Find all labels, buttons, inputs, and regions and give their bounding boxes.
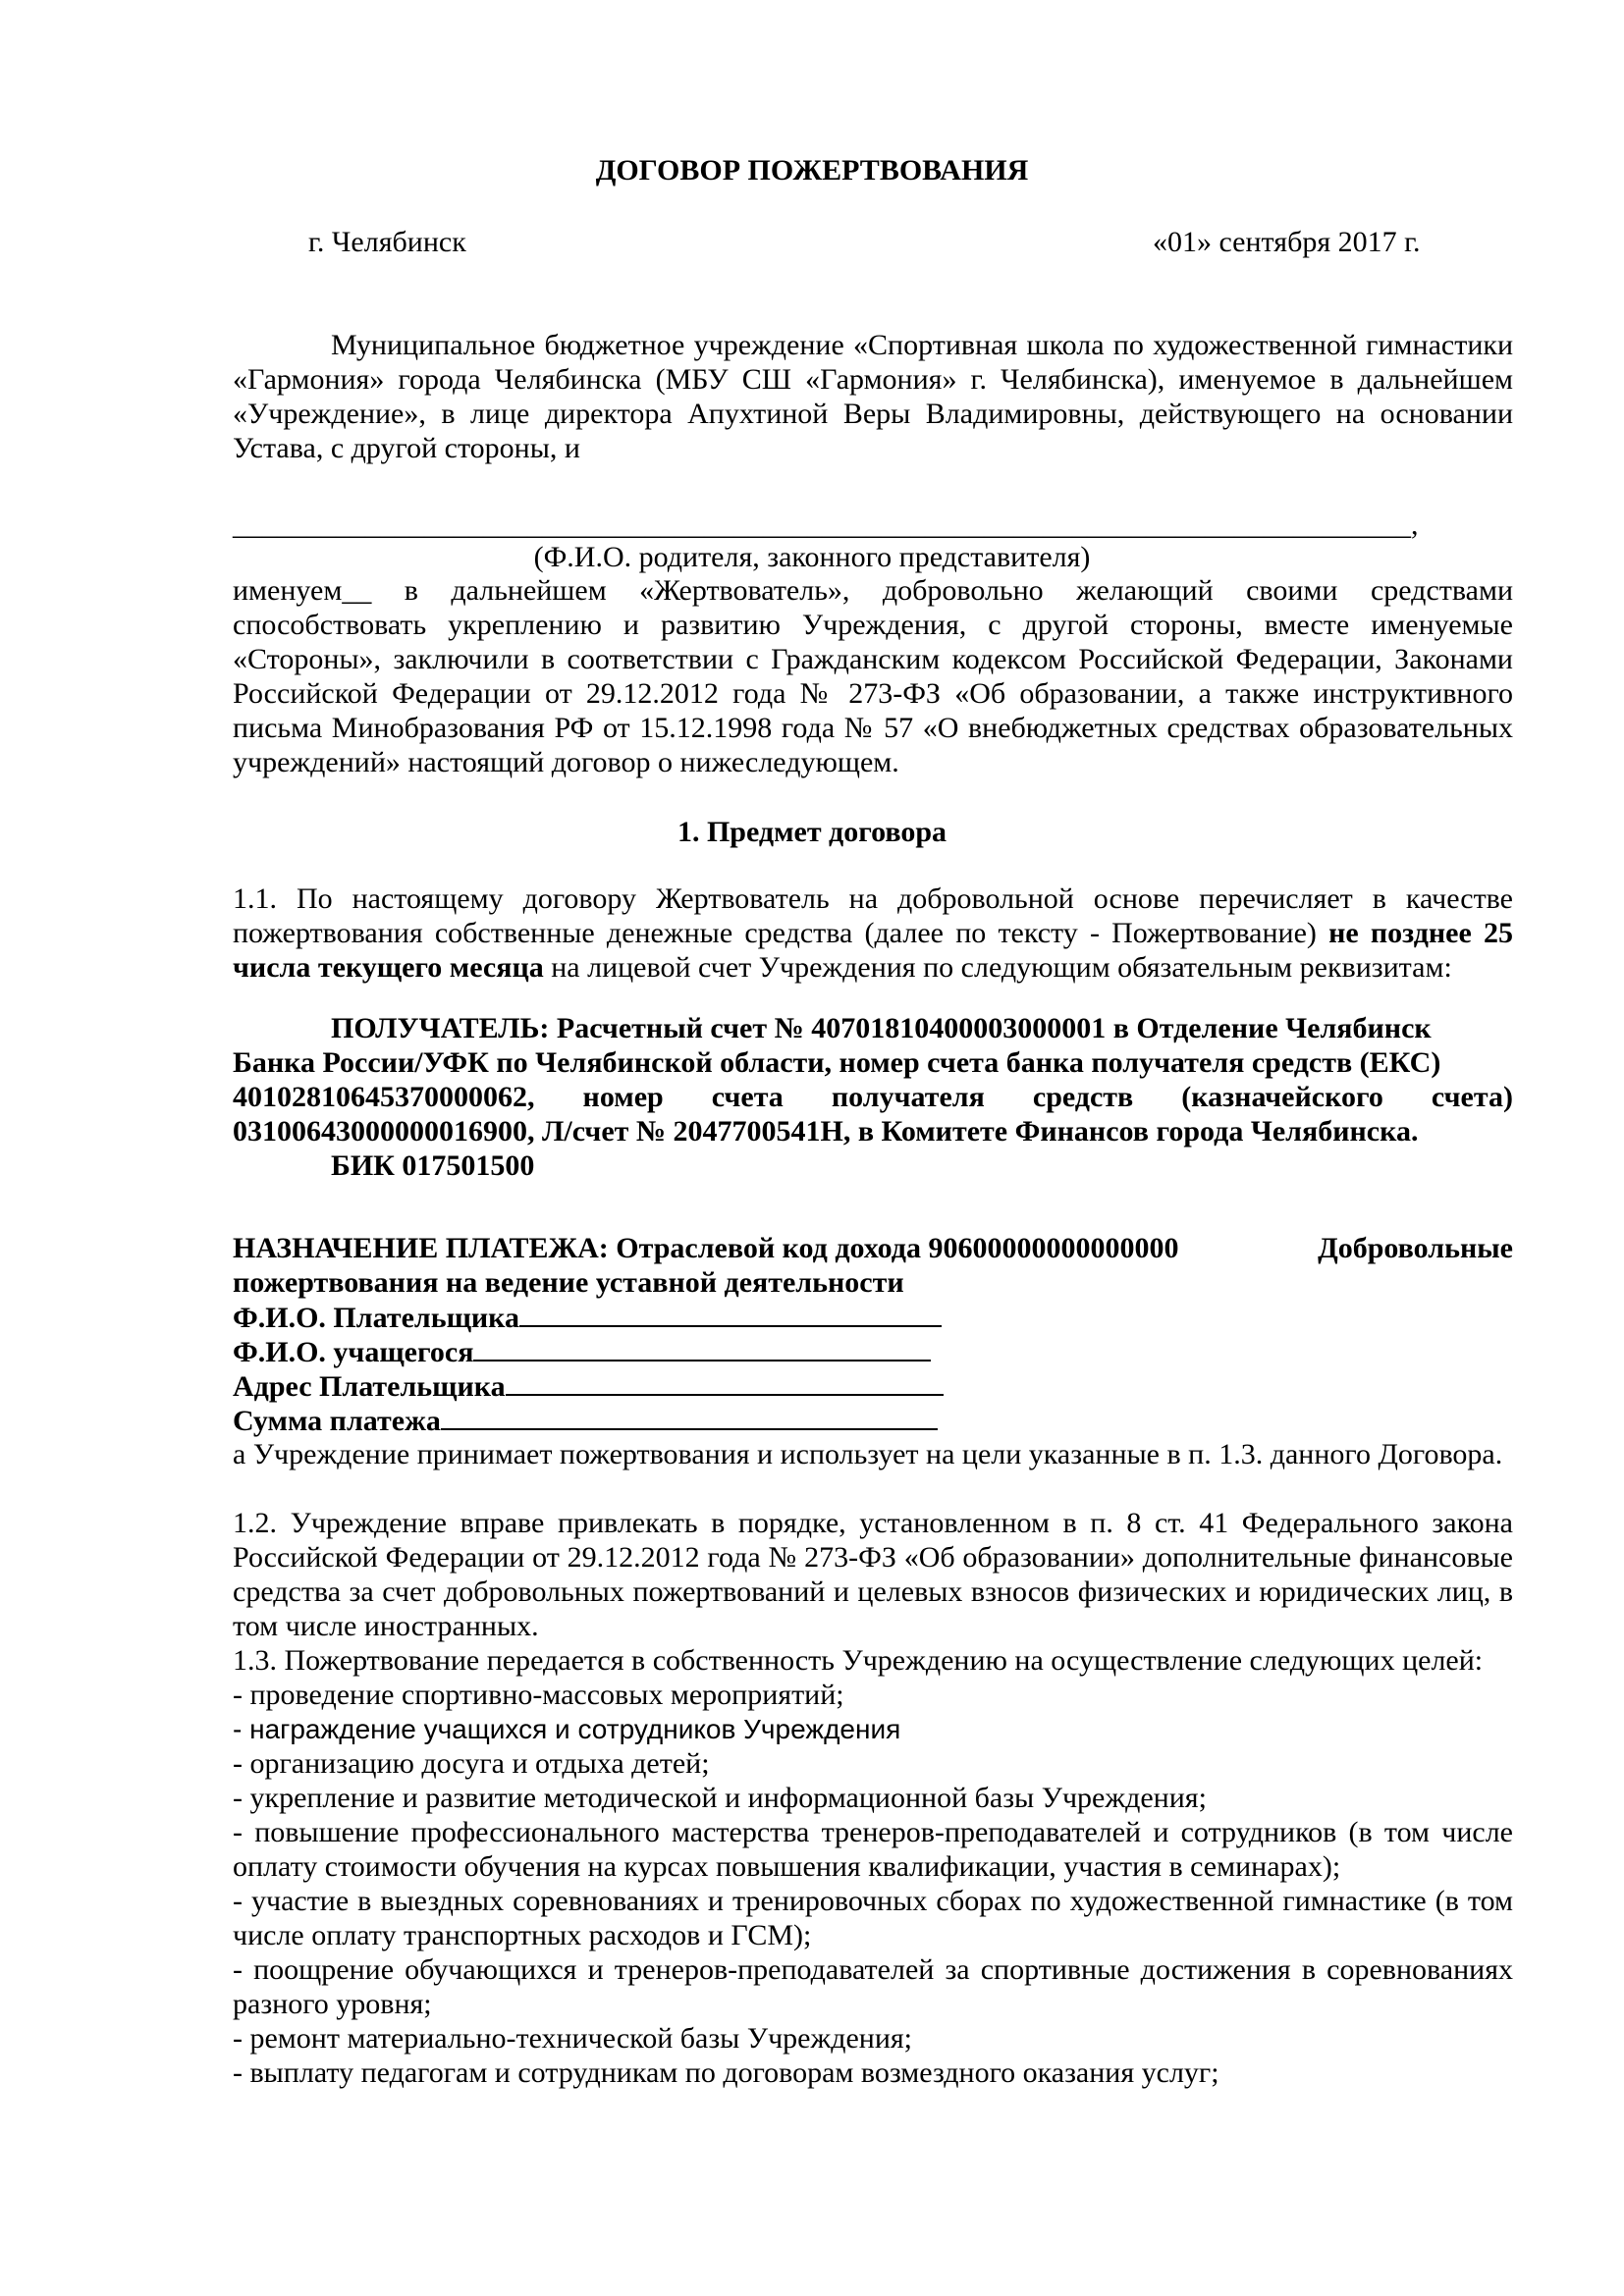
payer-address-blank[interactable] [506, 1368, 944, 1396]
payment-purpose-line-1: НАЗНАЧЕНИЕ ПЛАТЕЖА: Отраслевой код дохода 90600000000000000 Добровольные [233, 1232, 1513, 1264]
payment-purpose-line-2: пожертвования на ведение уставной деятельности [233, 1266, 904, 1299]
clause-1-1 [233, 881, 1513, 985]
goal-item: - награждение учащихся и сотрудников Учреждения [233, 1714, 901, 1744]
acceptance-paragraph: а Учреждение принимает пожертвования и использует на цели указанные в п. 1.3. данного Договора. [233, 1438, 1503, 1470]
donor-paragraph: именуем__ в дальнейшем «Жертвователь», добровольно желающий своими средствами способствовать укреплению и развитию Учреждения, с другой стороны, вместе именуемые «Стороны», заключили в соответствии с Гражданским кодексом Российской Федерации, Законами Российской Федерации от 29.12.2012 года № 273-ФЗ «Об образовании, а также инструктивного письма Минобразования РФ от 15.12.1998 года № 57 «О внебюджетных средствах образовательных учреждений» настоящий договор о нижеследующем. [233, 574, 1513, 778]
intro-paragraph: Муниципальное бюджетное учреждение «Спортивная школа по художественной гимнастики «Гармония» города Челябинска (МБУ СШ «Гармония» г. Челябинска), именуемое в дальнейшем «Учреждение», в лице директора Апухтиной Веры Владимировны, действующего на основании Устава, с другой стороны, и [233, 329, 1513, 464]
parent-name-line: ________________________________________________________________________________, [233, 508, 1419, 541]
clause-1-1-text-b: на лицевой счет Учреждения по следующим обязательным реквизитам: [543, 951, 1452, 984]
goal-item: - ремонт материально-технической базы Учреждения; [233, 2022, 913, 2055]
payment-amount-field[interactable]: Сумма платежа [233, 1403, 1513, 1437]
student-name-field[interactable]: Ф.И.О. учащегося [233, 1334, 1513, 1368]
goal-item: - участие в выездных соревнованиях и тренировочных сборах по художественной гимнастике (в том числе оплату транспортных расходов и ГСМ); [233, 1885, 1513, 1951]
clause-1-3-heading: 1.3. Пожертвование передается в собственность Учреждению на осуществление следующих целей: [233, 1644, 1484, 1677]
payment-amount-blank[interactable] [441, 1403, 938, 1430]
clause-1-3 [233, 1643, 1513, 2090]
recipient-line-1: ПОЛУЧАТЕЛЬ: Расчетный счет № 40701810400003000001 в Отделение Челябинск [331, 1012, 1432, 1044]
goal-item: - выплату педагогам и сотрудникам по договорам возмездного оказания услуг; [233, 2056, 1219, 2089]
clause-1-1-text-a: 1.1. По настоящему договору Жертвователь на добровольной основе перечисляет в качестве пожертвования собственные денежные средства (далее по тексту - Пожертвование) [233, 882, 1513, 949]
goal-item: - организацию досуга и отдыха детей; [233, 1747, 710, 1780]
goal-item: - проведение спортивно-массовых мероприятий; [233, 1679, 844, 1711]
payment-purpose [233, 1231, 1513, 1300]
bik: БИК 017501500 [331, 1149, 535, 1182]
document-title: ДОГОВОР ПОЖЕРТВОВАНИЯ [595, 154, 1029, 187]
payer-fields [233, 1300, 1513, 1437]
clause-1-2: 1.2. Учреждение вправе привлекать в порядке, установленном в п. 8 ст. 41 Федерального закона Российской Федерации от 29.12.2012 года № 273-ФЗ «Об образовании» дополнительные финансовые средства за счет добровольных пожертвований и целевых взносов физических и юридических лиц, в том числе иностранных. [233, 1507, 1513, 1642]
recipient-line-4: 03100643000000016900, Л/счет № 2047700541Н, в Комитете Финансов города Челябинска. [233, 1115, 1419, 1148]
student-name-blank[interactable] [473, 1334, 931, 1362]
parent-name-caption: (Ф.И.О. родителя, законного представителя) [533, 541, 1091, 573]
payer-address-field[interactable]: Адрес Плательщика [233, 1368, 1513, 1403]
payer-name-field[interactable]: Ф.И.О. Плательщика [233, 1300, 1513, 1334]
recipient-details [233, 1011, 1513, 1183]
goals-list [233, 1678, 1513, 2090]
payer-name-blank[interactable] [519, 1300, 942, 1327]
contract-date: «01» сентября 2017 г. [1153, 226, 1421, 258]
goal-item: - поощрение обучающихся и тренеров-преподавателей за спортивные достижения в соревнованиях разного уровня; [233, 1953, 1513, 2020]
recipient-line-2: Банка России/УФК по Челябинской области, номер счета банка получателя средств (ЕКС) [233, 1046, 1441, 1079]
section-1-title: 1. Предмет договора [677, 816, 947, 848]
clause-1-1-deadline: не позднее 25 числа текущего месяца [233, 917, 1513, 984]
goal-item: - повышение профессионального мастерства тренеров-преподавателей и сотрудников (в том числе оплату стоимости обучения на курсах повышения квалификации, участия в семинарах); [233, 1816, 1513, 1883]
city: г. Челябинск [308, 226, 466, 258]
goal-item: - укрепление и развитие методической и информационной базы Учреждения; [233, 1782, 1207, 1814]
recipient-line-3: 40102810645370000062, номер счета получателя средств (казначейского счета) [233, 1081, 1513, 1113]
